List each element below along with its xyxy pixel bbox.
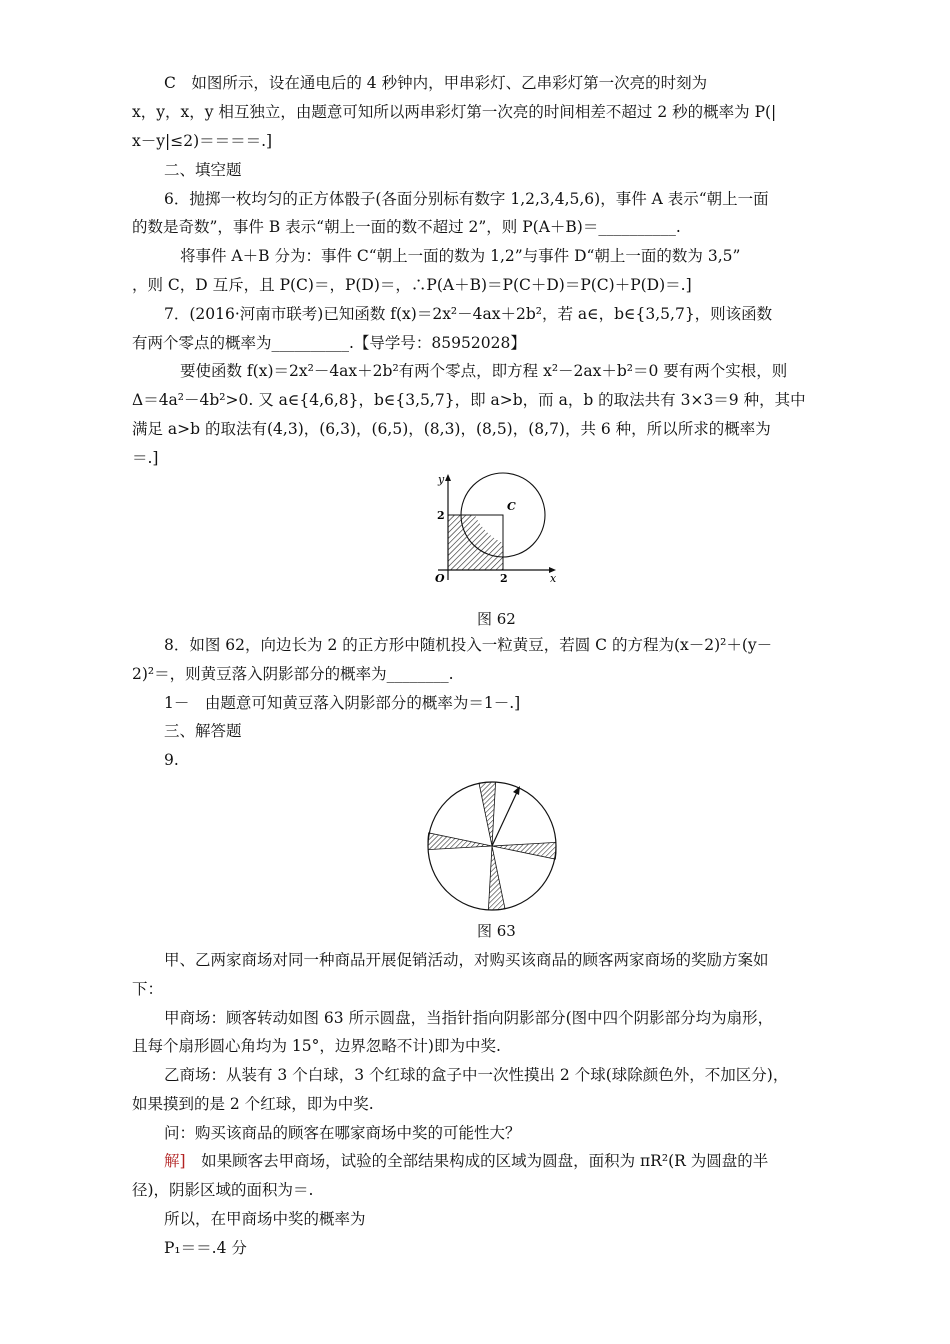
- label-origin: O: [435, 572, 445, 585]
- text-line-27: [164, 1151, 768, 1171]
- text-line-5: 6．抛掷一枚均匀的正方体骰子(各面分别标有数字 1,2,3,4,5,6)，事件 A 表示“朝上一面: [164, 190, 769, 208]
- text-line-8: ，则 C，D 互斥，且 P(C)＝，P(D)＝，∴P(A＋B)＝P(C＋D)＝P(C)＋P(D)＝.]: [132, 276, 692, 294]
- text-line-23: 且每个扇形圆心角均为 15°，边界忽略不计)即为中奖.: [132, 1037, 501, 1055]
- label-y: y: [438, 473, 445, 486]
- text-line-3: x－y|≤2)＝＝＝＝.]: [132, 132, 273, 150]
- text-line-27-body: 如果顾客去甲商场，试验的全部结果构成的区域为圆盘，面积为 πR²(R 为圆盘的半: [185, 1152, 769, 1170]
- text-line-2: x，y，x，y 相互独立，由题意可知所以两串彩灯第一次亮的时间相差不超过 2 秒的概率为 P(|: [132, 103, 777, 121]
- section-heading-fill: 二、填空题: [164, 161, 242, 179]
- text-line-10: 有两个零点的概率为__________.【导学号：85952028】: [132, 334, 526, 352]
- label-x: x: [550, 572, 557, 585]
- text-line-14: ＝.]: [132, 449, 159, 467]
- text-line-24: 乙商场：从装有 3 个白球，3 个红球的盒子中一次性摸出 2 个球(球除颜色外，不加区分)，: [164, 1066, 789, 1084]
- label-2-y: 2: [437, 509, 445, 522]
- text-line-15: 8．如图 62，向边长为 2 的正方形中随机投入一粒黄豆，若圆 C 的方程为(x－2)²＋(y－: [164, 636, 773, 654]
- section-heading-answer: 三、解答题: [164, 722, 242, 740]
- text-line-30: P₁＝＝.4 分: [164, 1239, 247, 1257]
- text-line-17: 1－ 由题意可知黄豆落入阴影部分的概率为＝1－.]: [164, 694, 521, 712]
- text-line-7: 将事件 A＋B 分为：事件 C“朝上一面的数为 1,2”与事件 D“朝上一面的数为 3,5”: [180, 247, 741, 265]
- label-2-x: 2: [500, 572, 508, 585]
- figure-63-caption: 图 63: [477, 922, 516, 940]
- text-line-16: 2)²＝，则黄豆落入阴影部分的概率为________.: [132, 665, 454, 683]
- text-line-20: 甲、乙两家商场对同一种商品开展促销活动，对购买该商品的顾客两家商场的奖励方案如: [164, 951, 769, 969]
- shaded-region: [448, 515, 503, 570]
- text-line-19: 9.: [164, 751, 179, 769]
- text-line-13: 满足 a>b 的取法有(4,3)，(6,3)，(6,5)，(8,3)，(8,5)，(8,7)，共 6 种，所以所求的概率为: [132, 420, 771, 438]
- text-line-11: 要使函数 f(x)＝2x²－4ax＋2b²有两个零点，即方程 x²－2ax＋b²＝0 要有两个实根，则: [180, 362, 788, 380]
- text-line-1: C 如图所示，设在通电后的 4 秒钟内，甲串彩灯、乙串彩灯第一次亮的时刻为: [164, 74, 708, 92]
- text-line-26: 问：购买该商品的顾客在哪家商场中奖的可能性大？: [164, 1124, 521, 1142]
- text-line-6: 的数是奇数”，事件 B 表示“朝上一面的数不超过 2”，则 P(A＋B)＝__________.: [132, 218, 681, 236]
- text-line-28: 径)，阴影区域的面积为＝.: [132, 1181, 314, 1199]
- answer-marker: 解]: [164, 1152, 186, 1170]
- text-line-25: 如果摸到的是 2 个红球，即为中奖.: [132, 1095, 374, 1113]
- y-axis-arrow: [445, 474, 451, 481]
- figure-62-diagram: [420, 470, 560, 590]
- figure-63-diagram: [420, 774, 565, 919]
- text-line-29: 所以，在甲商场中奖的概率为: [164, 1210, 366, 1228]
- text-line-12: Δ＝4a²－4b²>0. 又 a∈{4,6,8}，b∈{3,5,7}，即 a>b，而 a，b 的取法共有 3×3＝9 种，其中: [132, 391, 806, 409]
- figure-62-caption: 图 62: [477, 610, 516, 628]
- text-line-9: 7．(2016·河南市联考)已知函数 f(x)＝2x²－4ax＋2b²，若 a∈，b∈{3,5,7}，则该函数: [164, 305, 773, 323]
- text-line-22: 甲商场：顾客转动如图 63 所示圆盘，当指针指向阴影部分(图中四个阴影部分均为扇形，: [164, 1009, 774, 1027]
- text-line-21: 下：: [132, 980, 164, 998]
- label-c: C: [507, 500, 516, 513]
